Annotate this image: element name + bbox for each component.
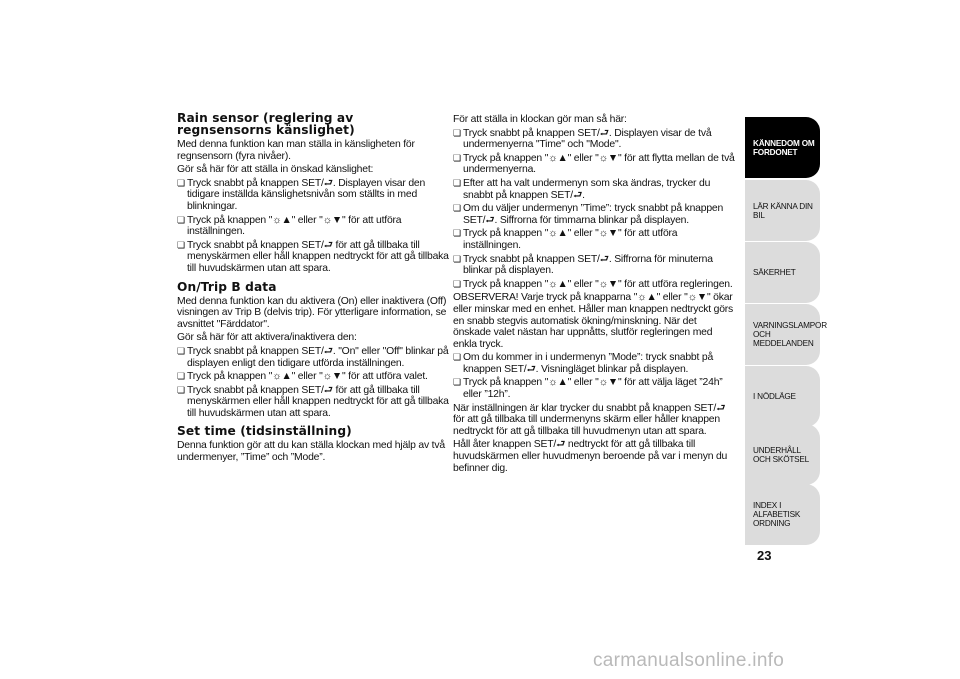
heading-rain-sensor: Rain sensor (reglering av regnsensorns känslighet)	[177, 111, 355, 137]
bullet-item: ❏ Om du kommer in i undermenyn ”Mode”: tryck snabbt på knappen SET/⮐. Visningläget blinkar på displayen.	[453, 352, 736, 375]
paragraph: Gör så här för att ställa in önskad känslighet:	[177, 164, 374, 176]
bullet-item: ❏ Tryck på knappen "☼▲" eller "☼▼" för att utföra inställningen.	[453, 228, 736, 251]
tab-kannedom-om-fordonet[interactable]	[745, 117, 820, 178]
tab-index[interactable]	[745, 484, 820, 545]
bullet-item: ❏ Tryck på knappen "☼▲" eller "☼▼" för att flytta mellan de två undermenyerna.	[453, 153, 736, 176]
tab-label: SÄKERHET	[753, 268, 796, 277]
bullet-item: ❏ Tryck på knappen "☼▲" eller "☼▼" för att utföra inställningen.	[177, 215, 449, 238]
tab-label: LÄR KÄNNA DIN BIL	[753, 201, 813, 220]
watermark: carmanualsonline.info	[593, 650, 785, 671]
bullet-item: ❏ Tryck på knappen "☼▲" eller "☼▼" för att utföra regleringen.	[453, 279, 736, 291]
tab-sakerhet[interactable]	[745, 242, 820, 303]
tab-label: VARNINGSLAMPOR OCH MEDDELANDEN	[753, 321, 827, 348]
bullet-item: ❏ Om du väljer undermenyn ”Time”: tryck snabbt på knappen SET/⮐. Siffrorna för timmarna blinkar på displayen.	[453, 203, 736, 226]
paragraph: Med denna funktion kan man ställa in känsligheten för regnsensorn (fyra nivåer).	[177, 139, 415, 162]
paragraph: Denna funktion gör att du kan ställa klockan med hjälp av två undermenyer, ”Time” och ”Mode”.	[177, 440, 445, 464]
paragraph-note: OBSERVERA! Varje tryck på knapparna "☼▲" eller "☼▼" ökar eller minskar med en enhet. Håller man knappen nedtryckt görs en snabb stegvis automatisk ökning/minskning. När det önskade valet nästan har uppnåtts, slutför regleringen med enkla tryck.	[453, 292, 734, 350]
tab-underhall-och-skotsel[interactable]	[745, 424, 820, 485]
bullet-item: ❏ Tryck snabbt på knappen SET/⮐. Siffrorna för minuterna blinkar på displayen.	[453, 254, 736, 277]
bullet-item: ❏ Tryck på knappen "☼▲" eller "☼▼" för att välja läget ”24h” eller ”12h”.	[453, 377, 736, 400]
page-number: 23	[757, 548, 772, 563]
paragraph: När inställningen är klar trycker du snabbt på knappen SET/⮐ för att gå tillbaka till undermenyns skärm eller håller knappen nedtryckt för att gå tillbaka till huvudmenyn utan att spara.	[453, 402, 726, 437]
bullet-item: ❏ Tryck på knappen "☼▲" eller "☼▼" för att utföra valet.	[177, 371, 449, 383]
tab-lar-kanna-din-bil[interactable]	[745, 180, 820, 241]
tab-label: KÄNNEDOM OM FORDONET	[753, 138, 815, 157]
tab-label: I NÖDLÄGE	[753, 392, 796, 401]
bullet-item: ❏ Tryck snabbt på knappen SET/⮐ för att gå tillbaka till menyskärmen eller håll knappen nedtryckt för att gå tillbaka till huvudskärmen utan att spara.	[177, 240, 449, 275]
bullet-item: ❏ Tryck snabbt på knappen SET/⮐. Displayen visar de två undermenyerna "Time" och "Mode".	[453, 128, 736, 151]
bullet-item: ❏ Tryck snabbt på knappen SET/⮐. Displayen visar den tidigare inställda känslighetsnivån som ställts in med blinkningar.	[177, 178, 449, 213]
bullet-item: ❏ Tryck snabbt på knappen SET/⮐ för att gå tillbaka till menyskärmen eller håll knappen nedtryckt för att gå tillbaka till huvudskärmen utan att spara.	[177, 385, 449, 420]
heading-set-time: Set time (tidsinställning)	[177, 424, 352, 439]
paragraph: För att ställa in klockan gör man så här:	[453, 114, 627, 125]
paragraph: Håll åter knappen SET/⮐ nedtryckt för att gå tillbaka till huvudskärmen eller huvudmenyn beroende på var i menyn du befinner dig.	[453, 439, 728, 474]
tab-label: UNDERHÅLL OCH SKÖTSEL	[753, 445, 810, 464]
right-column	[453, 114, 736, 476]
bullet-item: ❏ Efter att ha valt undermenyn som ska ändras, trycker du snabbt på knappen SET/⮐.	[453, 178, 736, 201]
bullet-item: ❏ Tryck snabbt på knappen SET/⮐. "On" eller "Off" blinkar på displayen enligt den tidigare utförda inställningen.	[177, 346, 449, 369]
tab-i-nodlage[interactable]	[745, 366, 820, 427]
tab-label: INDEX I ALFABETISK ORDNING	[753, 501, 801, 528]
heading-trip-b: On/Trip B data	[177, 279, 277, 294]
left-column	[177, 112, 449, 466]
paragraph: Gör så här för att aktivera/inaktivera den:	[177, 332, 357, 344]
tab-varningslampor[interactable]	[745, 304, 827, 365]
paragraph: Med denna funktion kan du aktivera (On) eller inaktivera (Off) visningen av Trip B (delvis trip). För ytterligare information, se avsnittet "Färddator".	[177, 295, 447, 330]
